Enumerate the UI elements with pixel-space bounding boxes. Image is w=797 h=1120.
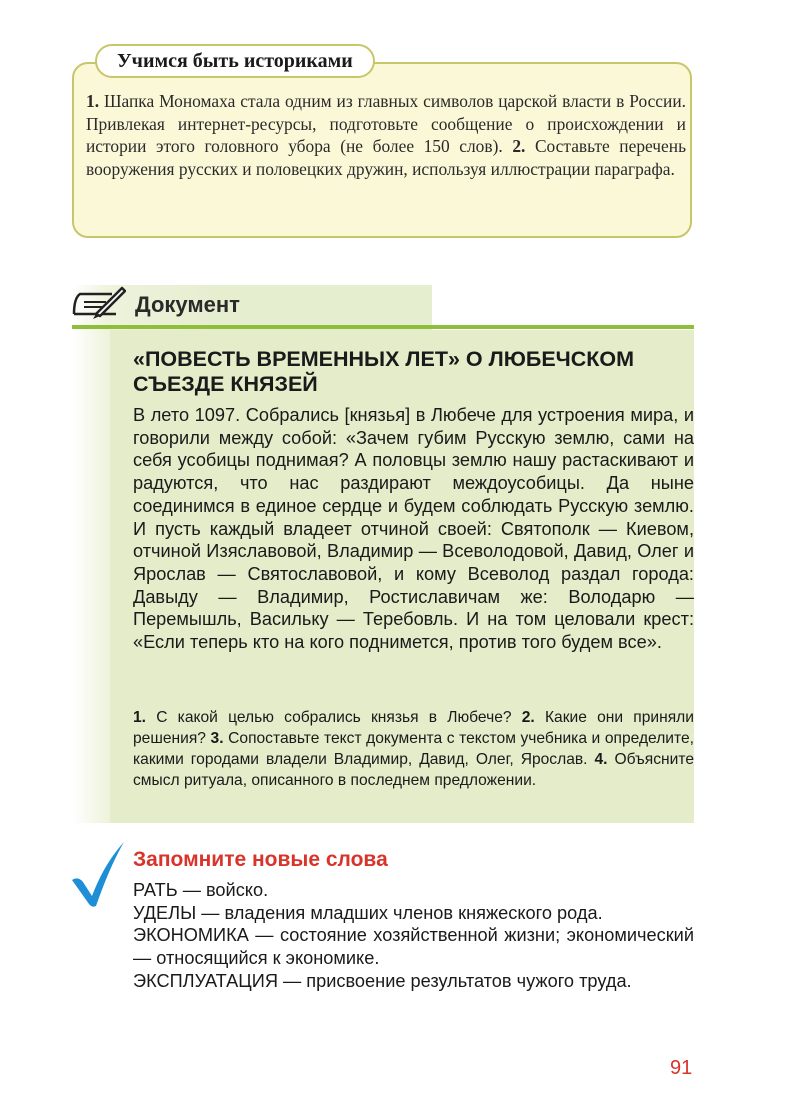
task-2-number: 2. [512,136,526,157]
task-1-text: Шапка Мономаха стала одним из главных символов царской власти в России. Привлекая интернет-ресурсы, подготовьте сообщение о происхождении и истории этого головного убора (не более 150 слов). [86,91,686,157]
document-text: В лето 1097. Собрались [князья] в Любече для устроения мира, и говорили между собой: «Зачем губим Русскую землю, сами на себя усобицы поднимая? А половцы землю нашу растаскивают и радуются, что нас раздирают междоусобицы. Да ныне соединимся в единое сердце и будем соблюдать Русскую землю. И пусть каждый владеет отчиной своей: Святополк — Киевом, отчиной Изяславовой, Владимир — Всеволодовой, Давид, Олег и Ярослав — Святославовой, и кому Всеволод раздал города: Давыду — Владимир, Ростиславичам же: Володарю — Перемышль, Васильку — Теребовль. И на том целовали крест: «Если теперь кто на кого поднимется, против того будем все». [133,405,694,653]
question-text: Объясните смысл ритуала, описанного в последнем предложении. [133,751,694,789]
question-number: 3. [210,730,224,747]
question-text: Сопоставьте текст документа с текстом учебника и определите, какими городами владели Владимир, Давид, Олег, Ярослав. [133,730,694,768]
glossary-item: ЭКСПЛУАТАЦИЯ — присвоение результатов чужого труда. [133,970,632,991]
remember-words-heading: Запомните новые слова [133,848,388,871]
question-text: Какие они приняли решения? [133,709,694,747]
glossary-item: РАТЬ — войско. [133,880,269,900]
question-number: 4. [594,751,608,768]
glossary-item: УДЕЛЫ — владения младших членов княжеского рода. [133,902,603,923]
page-number: 91 [670,1057,693,1079]
question-text: С какой целью собрались князья в Любече? [146,709,522,726]
historians-box-title: Учимся быть историками [95,44,375,78]
document-section-heading: Документ [135,292,240,317]
question-number: 1. [133,709,147,726]
glossary-list [133,879,694,993]
document-divider [72,325,694,329]
document-title: «ПОВЕСТЬ ВРЕМЕННЫХ ЛЕТ» О ЛЮБЕЧСКОМ СЪЕЗДЕ КНЯЗЕЙ [133,347,635,396]
document-questions [133,707,694,791]
task-2-text: Составьте перечень вооружения русских и половецких дружин, используя иллюстрации параграфа. [86,136,687,179]
task-1-number: 1. [86,91,100,111]
historians-tasks [86,90,686,180]
checkmark-icon [70,840,126,908]
glossary-item: ЭКОНОМИКА — состояние хозяйственной жизни; экономический — относящийся к экономике. [133,925,694,969]
quill-writing-icon [72,284,126,320]
question-number: 2. [521,709,535,726]
